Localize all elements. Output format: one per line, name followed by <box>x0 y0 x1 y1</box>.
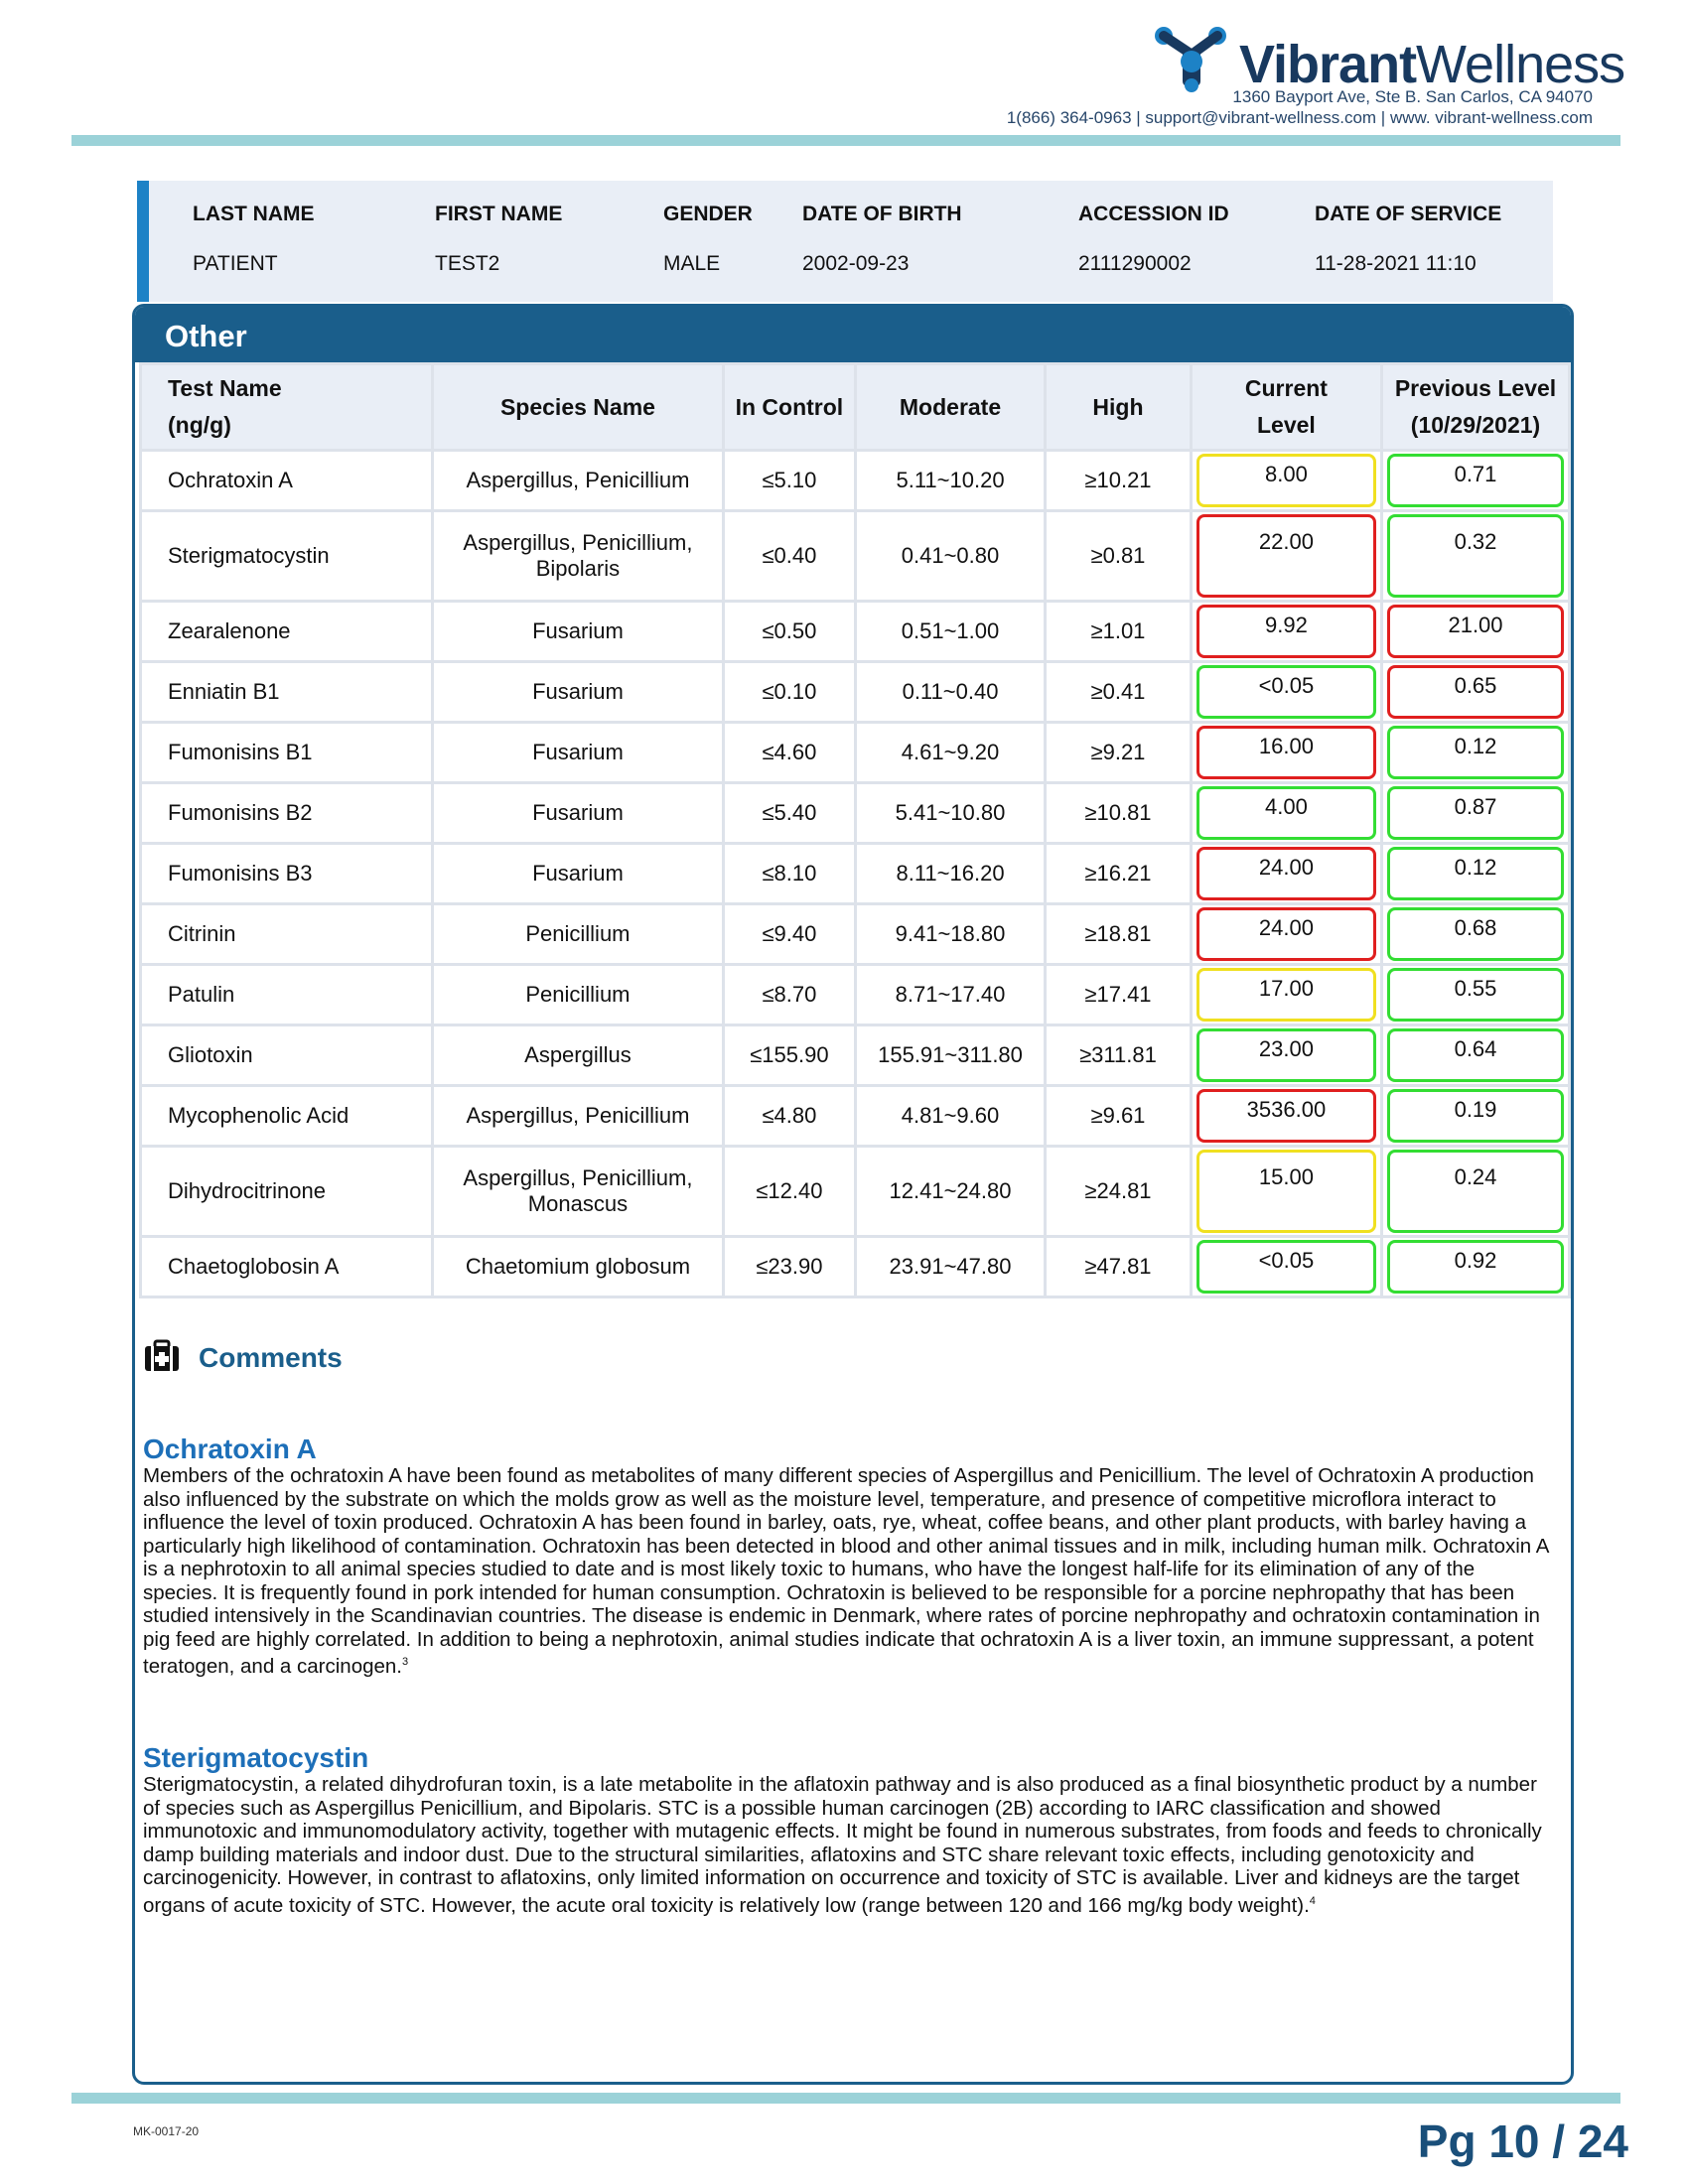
accession-id-value: 2111290002 <box>1078 252 1192 275</box>
current-level-cell <box>1191 451 1381 511</box>
in-control-cell: ≤5.40 <box>723 783 855 844</box>
col-high: High <box>1046 364 1192 451</box>
patient-info-accent <box>137 181 149 302</box>
current-level-value: 15.00 <box>1196 1150 1376 1233</box>
moderate-cell: 8.11~16.20 <box>855 844 1045 904</box>
previous-level-cell <box>1382 965 1570 1025</box>
in-control-cell: ≤12.40 <box>723 1147 855 1237</box>
moderate-cell: 0.11~0.40 <box>855 662 1045 723</box>
species-cell <box>433 904 724 965</box>
previous-level-cell <box>1382 1237 1570 1297</box>
company-address: 1360 Bayport Ave, Ste B. San Carlos, CA 94070 <box>1232 87 1593 106</box>
table-row <box>141 723 1570 783</box>
previous-level-cell <box>1382 1086 1570 1147</box>
species-cell <box>433 965 724 1025</box>
form-code: MK-0017-20 <box>133 2124 200 2138</box>
results-table <box>139 362 1571 1298</box>
high-cell: ≥0.81 <box>1046 511 1192 602</box>
previous-level-cell <box>1382 783 1570 844</box>
footer-divider <box>71 2093 1620 2104</box>
page-number: Pg 10 / 24 <box>1417 2116 1628 2167</box>
previous-level-cell <box>1382 662 1570 723</box>
col-previous-line2: (10/29/2021) <box>1410 412 1541 438</box>
moderate-cell: 12.41~24.80 <box>855 1147 1045 1237</box>
panel-header <box>135 307 1571 362</box>
current-level-value: 3536.00 <box>1196 1089 1376 1143</box>
brand-name <box>1239 34 1624 95</box>
previous-level-value: 0.32 <box>1387 514 1564 598</box>
current-level-cell <box>1191 1147 1381 1237</box>
panel-title: Other <box>165 319 247 353</box>
current-level-cell <box>1191 602 1381 662</box>
species-line: Chaetomium globosum <box>465 1254 691 1279</box>
col-previous-line1: Previous Level <box>1394 375 1557 401</box>
species-line: Fusarium <box>532 679 624 704</box>
current-level-value: 9.92 <box>1196 605 1376 658</box>
high-cell: ≥10.81 <box>1046 783 1192 844</box>
species-cell <box>433 662 724 723</box>
species-line: Aspergillus, Penicillium, <box>463 1165 693 1190</box>
comment-body-ochratoxin <box>143 1464 1553 1678</box>
current-level-value: 17.00 <box>1196 968 1376 1022</box>
test-name-cell: Patulin <box>141 965 433 1025</box>
comment-heading-ochratoxin: Ochratoxin A <box>143 1433 317 1464</box>
current-level-value: 23.00 <box>1196 1028 1376 1082</box>
species-line: Aspergillus <box>524 1042 632 1067</box>
species-line: Fusarium <box>532 800 624 825</box>
previous-level-cell <box>1382 1147 1570 1237</box>
comment-heading-sterigmatocystin: Sterigmatocystin <box>143 1742 369 1773</box>
high-cell: ≥16.21 <box>1046 844 1192 904</box>
previous-level-cell <box>1382 844 1570 904</box>
high-cell: ≥311.81 <box>1046 1025 1192 1086</box>
date-of-birth-value: 2002-09-23 <box>802 252 910 275</box>
test-name-cell: Mycophenolic Acid <box>141 1086 433 1147</box>
species-line: Aspergillus, Penicillium <box>466 1103 690 1128</box>
species-cell <box>433 844 724 904</box>
high-cell: ≥9.61 <box>1046 1086 1192 1147</box>
col-in-control: In Control <box>723 364 855 451</box>
current-level-cell <box>1191 1025 1381 1086</box>
test-name-cell: Ochratoxin A <box>141 451 433 511</box>
moderate-cell: 8.71~17.40 <box>855 965 1045 1025</box>
moderate-cell: 23.91~47.80 <box>855 1237 1045 1297</box>
in-control-cell: ≤0.10 <box>723 662 855 723</box>
species-line: Aspergillus, Penicillium, <box>463 530 693 555</box>
col-previous-level <box>1382 364 1570 451</box>
in-control-cell: ≤8.10 <box>723 844 855 904</box>
species-line: Fusarium <box>532 861 624 886</box>
previous-level-cell <box>1382 904 1570 965</box>
in-control-cell: ≤9.40 <box>723 904 855 965</box>
in-control-cell: ≤8.70 <box>723 965 855 1025</box>
col-species: Species Name <box>433 364 724 451</box>
col-current-line1: Current <box>1244 375 1328 401</box>
current-level-cell <box>1191 511 1381 602</box>
high-cell: ≥10.21 <box>1046 451 1192 511</box>
col-current-line2: Level <box>1257 412 1316 438</box>
first-aid-kit-icon <box>143 1339 181 1373</box>
comment-text-ochratoxin: Members of the ochratoxin A have been found as metabolites of many different species of Aspergillus and Penicillium. The level of Ochratoxin A production also influenced by the substrate on which the molds grow as well as the moisture level, temperature, and presence of competitive microflora interact to influence the level of toxin produced. Ochratoxin A has been found in barley, oats, rye, wheat, coffee beans, and other plant products, with barley having a particularly high likelihood of contamination. Ochratoxin has been detected in blood and other animal tissues and in milk, including human milk. Ochratoxin A is a nephrotoxin to all animal species studied to date and is most likely toxic to humans, who have the longest half-life for its elimination of any of the species. It is frequently found in pork intended for human consumption. Ochratoxin is believed to be responsible for a porcine nephropathy that has been studied intensively in the Scandinavian countries. The disease is endemic in Denmark, where rates of porcine nephropathy and ochratoxin contamination in pig feed are highly correlated. In addition to being a nephrotoxin, animal studies indicate that ochratoxin A is a liver toxin, an immune suppressant, a potent teratogen, and a carcinogen. <box>143 1464 1549 1678</box>
test-name-cell: Citrinin <box>141 904 433 965</box>
species-cell <box>433 511 724 602</box>
in-control-cell: ≤0.50 <box>723 602 855 662</box>
accession-id-label: ACCESSION ID <box>1078 203 1229 225</box>
test-name-cell: Gliotoxin <box>141 1025 433 1086</box>
header-divider <box>71 135 1620 146</box>
test-name-cell: Zearalenone <box>141 602 433 662</box>
current-level-value: 22.00 <box>1196 514 1376 598</box>
current-level-value: 16.00 <box>1196 726 1376 779</box>
test-name-cell: Dihydrocitrinone <box>141 1147 433 1237</box>
brand-name-bold: Vibrant <box>1239 35 1417 94</box>
patient-info-bar <box>137 181 1553 302</box>
table-header-row <box>141 364 1570 451</box>
current-level-value: 8.00 <box>1196 454 1376 507</box>
date-of-service-value: 11-28-2021 11:10 <box>1315 252 1477 275</box>
species-cell <box>433 1237 724 1297</box>
test-name-cell: Enniatin B1 <box>141 662 433 723</box>
current-level-cell <box>1191 844 1381 904</box>
table-row <box>141 965 1570 1025</box>
previous-level-value: 0.71 <box>1387 454 1564 507</box>
previous-level-cell <box>1382 1025 1570 1086</box>
test-name-cell: Fumonisins B2 <box>141 783 433 844</box>
species-cell <box>433 1086 724 1147</box>
table-row <box>141 844 1570 904</box>
table-row <box>141 1237 1570 1297</box>
col-test-name-line1: Test Name <box>168 375 282 401</box>
current-level-value: 4.00 <box>1196 786 1376 840</box>
previous-level-value: 0.87 <box>1387 786 1564 840</box>
first-name-label: FIRST NAME <box>435 203 563 225</box>
table-row <box>141 451 1570 511</box>
species-cell <box>433 1147 724 1237</box>
test-name-cell: Fumonisins B3 <box>141 844 433 904</box>
col-test-name <box>141 364 433 451</box>
test-name-cell: Chaetoglobosin A <box>141 1237 433 1297</box>
high-cell: ≥1.01 <box>1046 602 1192 662</box>
test-name-cell: Sterigmatocystin <box>141 511 433 602</box>
current-level-value: 24.00 <box>1196 907 1376 961</box>
test-name-cell: Fumonisins B1 <box>141 723 433 783</box>
previous-level-cell <box>1382 511 1570 602</box>
moderate-cell: 5.11~10.20 <box>855 451 1045 511</box>
current-level-cell <box>1191 1237 1381 1297</box>
moderate-cell: 4.61~9.20 <box>855 723 1045 783</box>
species-cell <box>433 1025 724 1086</box>
high-cell: ≥18.81 <box>1046 904 1192 965</box>
results-table-body <box>141 451 1570 1297</box>
brand-name-light: Wellness <box>1416 35 1625 94</box>
species-cell <box>433 723 724 783</box>
reference-marker: 4 <box>1309 1894 1316 1907</box>
species-line: Monascus <box>527 1191 629 1216</box>
previous-level-value: 21.00 <box>1387 605 1564 658</box>
col-test-name-line2: (ng/g) <box>168 412 231 438</box>
moderate-cell: 155.91~311.80 <box>855 1025 1045 1086</box>
table-row <box>141 1086 1570 1147</box>
species-line: Aspergillus, Penicillium <box>466 468 690 492</box>
species-cell <box>433 783 724 844</box>
current-level-cell <box>1191 723 1381 783</box>
gender-value: MALE <box>663 252 721 275</box>
current-level-cell <box>1191 662 1381 723</box>
high-cell: ≥9.21 <box>1046 723 1192 783</box>
table-row <box>141 1025 1570 1086</box>
current-level-value: 24.00 <box>1196 847 1376 900</box>
in-control-cell: ≤0.40 <box>723 511 855 602</box>
in-control-cell: ≤4.80 <box>723 1086 855 1147</box>
previous-level-value: 0.12 <box>1387 847 1564 900</box>
in-control-cell: ≤5.10 <box>723 451 855 511</box>
in-control-cell: ≤23.90 <box>723 1237 855 1297</box>
previous-level-value: 0.64 <box>1387 1028 1564 1082</box>
table-row <box>141 662 1570 723</box>
species-line: Fusarium <box>532 740 624 764</box>
high-cell: ≥24.81 <box>1046 1147 1192 1237</box>
current-level-cell <box>1191 904 1381 965</box>
species-line: Penicillium <box>525 921 631 946</box>
previous-level-value: 0.68 <box>1387 907 1564 961</box>
species-line: Penicillium <box>525 982 631 1007</box>
current-level-value: <0.05 <box>1196 1240 1376 1294</box>
last-name-label: LAST NAME <box>193 203 315 225</box>
last-name-value: PATIENT <box>193 252 278 275</box>
high-cell: ≥0.41 <box>1046 662 1192 723</box>
table-row <box>141 511 1570 602</box>
table-row <box>141 602 1570 662</box>
previous-level-value: 0.24 <box>1387 1150 1564 1233</box>
moderate-cell: 0.51~1.00 <box>855 602 1045 662</box>
first-name-value: TEST2 <box>435 252 500 275</box>
table-row <box>141 783 1570 844</box>
table-row <box>141 904 1570 965</box>
current-level-value: <0.05 <box>1196 665 1376 719</box>
in-control-cell: ≤155.90 <box>723 1025 855 1086</box>
previous-level-value: 0.55 <box>1387 968 1564 1022</box>
previous-level-cell <box>1382 602 1570 662</box>
species-line: Bipolaris <box>535 556 621 581</box>
table-row <box>141 1147 1570 1237</box>
species-cell <box>433 602 724 662</box>
current-level-cell <box>1191 965 1381 1025</box>
comments-title: Comments <box>199 1342 343 1373</box>
previous-level-value: 0.92 <box>1387 1240 1564 1294</box>
previous-level-cell <box>1382 451 1570 511</box>
col-current-level <box>1191 364 1381 451</box>
high-cell: ≥47.81 <box>1046 1237 1192 1297</box>
moderate-cell: 0.41~0.80 <box>855 511 1045 602</box>
previous-level-cell <box>1382 723 1570 783</box>
species-line: Fusarium <box>532 618 624 643</box>
col-moderate: Moderate <box>855 364 1045 451</box>
current-level-cell <box>1191 783 1381 844</box>
company-contact: 1(866) 364-0963 | support@vibrant-wellness.com | www. vibrant-wellness.com <box>1006 108 1593 127</box>
comment-body-sterigmatocystin <box>143 1773 1553 1917</box>
logo-molecule-icon <box>1152 24 1231 93</box>
results-panel <box>132 304 1574 2085</box>
current-level-cell <box>1191 1086 1381 1147</box>
previous-level-value: 0.12 <box>1387 726 1564 779</box>
high-cell: ≥17.41 <box>1046 965 1192 1025</box>
reference-marker: 3 <box>402 1656 409 1668</box>
gender-label: GENDER <box>663 203 753 225</box>
moderate-cell: 5.41~10.80 <box>855 783 1045 844</box>
comment-text-sterigmatocystin: Sterigmatocystin, a related dihydrofuran toxin, is a late metabolite in the aflatoxin pathway and is also produced as a final biosynthetic product by a number of species such as Aspergillus Penicillium, and Bipolaris. STC is a possible human carcinogen (2B) according to IARC classification and showed immunotoxic and immunomodulatory activity, together with mutagenic effects. It might be found in numerous substrates, from foods and feeds to chronically damp building materials and indoor dust. Due to the structural similarities, aflatoxins and STC share relevant toxic effects, including genotoxicity and carcinogenicity. However, in contrast to aflatoxins, only limited information on occurrence and toxicity of STC is available. Liver and kidneys are the target organs of acute toxicity of STC. However, the acute oral toxicity is relatively low (range between 120 and 166 mg/kg body weight). <box>143 1773 1542 1917</box>
previous-level-value: 0.19 <box>1387 1089 1564 1143</box>
company-logo <box>1152 20 1625 94</box>
date-of-service-label: DATE OF SERVICE <box>1315 203 1502 225</box>
moderate-cell: 9.41~18.80 <box>855 904 1045 965</box>
moderate-cell: 4.81~9.60 <box>855 1086 1045 1147</box>
date-of-birth-label: DATE OF BIRTH <box>802 203 962 225</box>
species-cell <box>433 451 724 511</box>
in-control-cell: ≤4.60 <box>723 723 855 783</box>
previous-level-value: 0.65 <box>1387 665 1564 719</box>
